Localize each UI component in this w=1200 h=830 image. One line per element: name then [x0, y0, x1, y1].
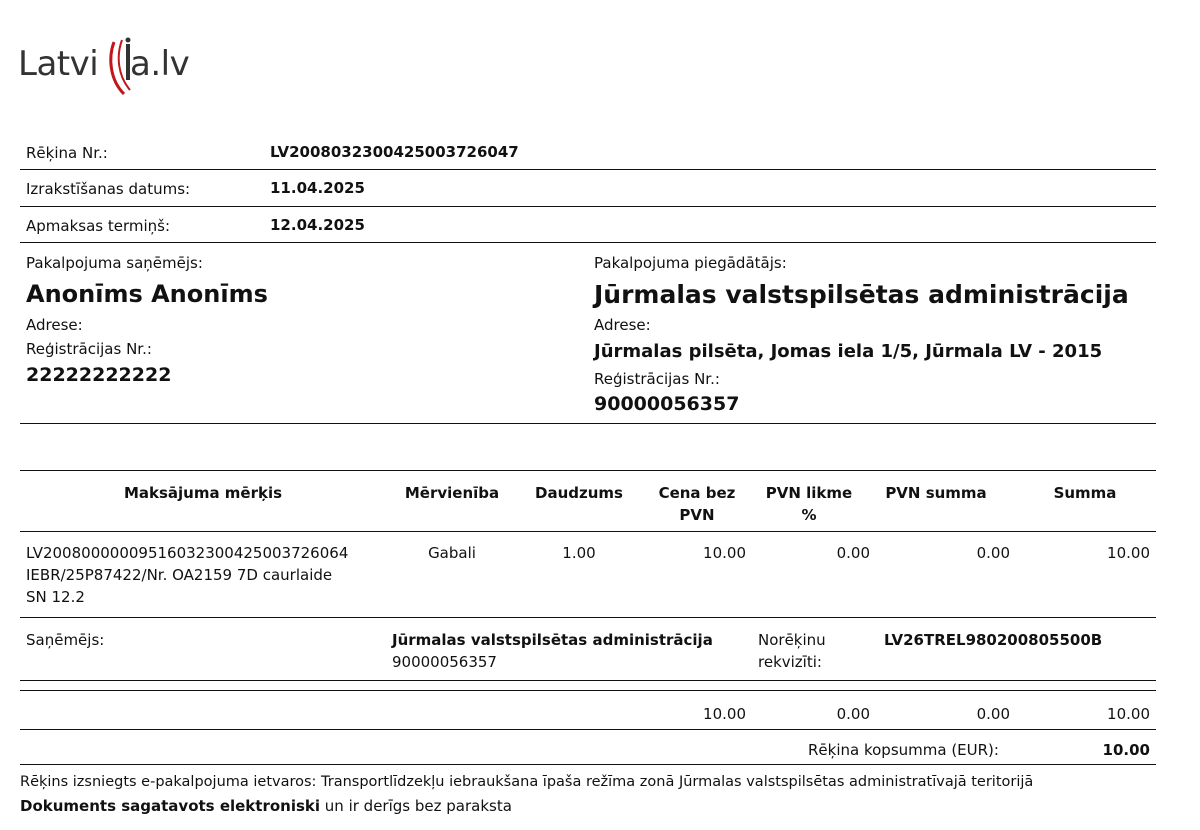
divider	[20, 423, 1156, 424]
due-date-label: Apmaksas termiņš:	[26, 217, 171, 235]
grand-total-label: Rēķina kopsumma (EUR):	[808, 741, 999, 759]
divider	[20, 242, 1156, 243]
bank-label-line1: Norēķinu	[758, 631, 826, 649]
col-header-price-line1: Cena bez	[658, 484, 736, 502]
table-top-rule	[20, 470, 1156, 471]
table-header-rule	[20, 531, 1156, 532]
divider	[20, 169, 1156, 170]
bank-details-value: LV26TREL980200805500B	[884, 631, 1103, 649]
col-header-purpose: Maksājuma mērķis	[123, 484, 283, 502]
supplier-reg-label: Reģistrācijas Nr.:	[594, 370, 720, 388]
purpose-line3: SN 12.2	[26, 588, 85, 606]
due-date-value: 12.04.2025	[270, 216, 365, 234]
col-header-qty: Daudzums	[535, 484, 623, 502]
recipient-address-label: Adrese:	[26, 316, 83, 334]
payee-name: Jūrmalas valstspilsētas administrācija	[392, 631, 713, 649]
payee-reg: 90000056357	[392, 653, 497, 671]
payee-block	[392, 629, 713, 673]
purpose-line2: IEBR/25P87422/Nr. OA2159 7D caurlaide	[26, 566, 333, 584]
footer-validity-bold: Dokuments sagatavots elektroniski	[20, 797, 321, 815]
grand-total-value: 10.00	[1102, 741, 1150, 759]
issue-date-label: Izrakstīšanas datums:	[26, 180, 191, 198]
table-row-vat-rate: 0.00	[836, 544, 870, 562]
latvija-logo[interactable]	[18, 36, 218, 98]
table-row-vat-sum: 0.00	[976, 544, 1010, 562]
divider	[20, 206, 1156, 207]
divider	[20, 729, 1156, 730]
footer-note: Rēķins izsniegts e-pakalpojuma ietvaros: Transportlīdzekļu iebraukšana īpaša režīma zonā Jūrmalas valstspilsētas administratīvajā teritorijā	[20, 774, 1034, 790]
col-header-vat-rate-line1: PVN likme	[765, 484, 853, 502]
logo-text-right: a.lv	[130, 44, 190, 84]
bank-details-label	[758, 629, 826, 673]
recipient-reg-label: Reģistrācijas Nr.:	[26, 340, 152, 358]
table-row-unit: Gabali	[428, 544, 476, 562]
divider	[20, 680, 1156, 681]
total-sum: 10.00	[1107, 705, 1150, 723]
col-header-unit: Mērvienība	[404, 484, 500, 502]
total-vat-sum: 0.00	[976, 705, 1010, 723]
bank-label-line2: rekvizīti:	[758, 653, 822, 671]
issue-date-value: 11.04.2025	[270, 179, 365, 197]
divider	[20, 690, 1156, 691]
supplier-name: Jūrmalas valstspilsētas administrācija	[594, 280, 1129, 309]
recipient-heading: Pakalpojuma saņēmējs:	[26, 254, 203, 272]
table-row-sum: 10.00	[1107, 544, 1150, 562]
table-row-purpose	[26, 542, 396, 608]
invoice-number-label: Rēķina Nr.:	[26, 144, 108, 162]
divider	[20, 764, 1156, 765]
supplier-address-value: Jūrmalas pilsēta, Jomas iela 1/5, Jūrmala LV - 2015	[594, 341, 1103, 362]
col-header-price-line2: PVN	[679, 506, 715, 524]
supplier-heading: Pakalpojuma piegādātājs:	[594, 254, 787, 272]
payee-label: Saņēmējs:	[26, 631, 105, 649]
invoice-number-value: LV2008032300425003726047	[270, 143, 519, 161]
footer-validity	[20, 795, 512, 817]
col-header-vat-rate	[756, 482, 862, 526]
footer-validity-rest: un ir derīgs bez paraksta	[320, 797, 512, 815]
supplier-address-label: Adrese:	[594, 316, 651, 334]
col-header-vat-rate-line2: %	[801, 506, 817, 524]
supplier-reg-value: 90000056357	[594, 393, 740, 415]
logo-text-left: Latvi	[18, 44, 99, 84]
col-header-vat-sum: PVN summa	[885, 484, 987, 502]
total-vat-rate: 0.00	[836, 705, 870, 723]
table-row-qty: 1.00	[562, 544, 596, 562]
divider	[20, 617, 1156, 618]
col-header-sum: Summa	[1053, 484, 1117, 502]
total-price: 10.00	[703, 705, 746, 723]
col-header-price	[640, 482, 754, 526]
purpose-line1: LV20080000009516032300425003726064	[26, 544, 349, 562]
recipient-name: Anonīms Anonīms	[26, 280, 268, 308]
table-row-price: 10.00	[703, 544, 746, 562]
recipient-reg-value: 22222222222	[26, 364, 172, 386]
